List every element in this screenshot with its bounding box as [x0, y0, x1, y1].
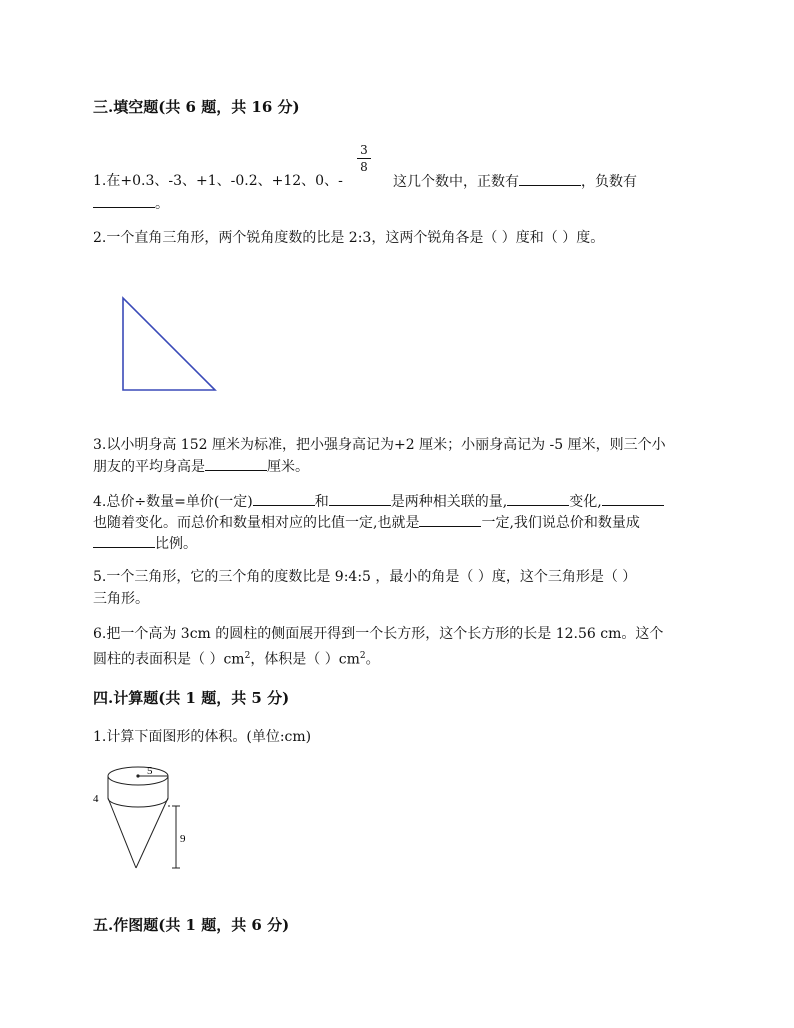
q4-l1a: 4.总价÷数量=单价(一定) — [93, 494, 253, 510]
right-triangle-figure — [115, 292, 223, 394]
q6-sup-1: 2 — [244, 651, 251, 661]
section-5-title: 五.作图题(共 1 题，共 6 分) — [93, 916, 290, 934]
q3-line2 — [93, 456, 309, 477]
answer-blank[interactable] — [519, 171, 581, 186]
answer-blank[interactable] — [253, 491, 315, 506]
answer-blank[interactable] — [602, 491, 664, 506]
q3-line2a: 朋友的平均身高是 — [93, 459, 205, 475]
fraction-denominator: 8 — [360, 160, 368, 174]
q4-l1c: 是两种相关联的量, — [390, 494, 508, 510]
section-4-title: 四.计算题(共 1 题，共 5 分) — [93, 689, 290, 707]
fraction-3-8 — [357, 143, 371, 174]
q6-line1: 6.把一个高为 3cm 的圆柱的侧面展开得到一个长方形，这个长方形的长是 12.56 cm。这个 — [93, 626, 664, 642]
label-height-4: 4 — [93, 793, 99, 805]
q4-line2 — [93, 512, 640, 533]
q6-line2c: 。 — [365, 651, 380, 668]
answer-blank[interactable] — [419, 512, 481, 527]
label-height-9: 9 — [180, 833, 186, 845]
q4-l1d: 变化, — [569, 494, 602, 510]
section-3-title: 三.填空题(共 6 题，共 16 分) — [93, 98, 300, 116]
answer-blank[interactable] — [507, 491, 569, 506]
q1-tail: ，负数有 — [581, 174, 637, 190]
answer-blank[interactable] — [329, 491, 391, 506]
answer-blank[interactable] — [205, 456, 267, 471]
fraction-numerator: 3 — [360, 143, 368, 157]
answer-blank[interactable] — [93, 193, 155, 208]
label-radius: 5 — [147, 765, 153, 777]
q5-line2: 三角形。 — [93, 591, 149, 607]
q4-l2a: 也随着变化。而总价和数量相对应的比值一定,也就是 — [93, 515, 420, 531]
q6-line2a: 圆柱的表面积是（ ）cm — [93, 651, 245, 668]
q1-end: 。 — [155, 196, 169, 212]
q4-l2b: 一定,我们说总价和数量成 — [481, 515, 640, 531]
q5-line1: 5.一个三角形，它的三个角的度数比是 9:4:5 ，最小的角是（ ）度，这个三角形是（ ） — [93, 569, 637, 585]
q4-l1b: 和 — [314, 494, 329, 510]
q4-line1 — [93, 491, 664, 512]
q1-prefix: 1.在+0.3、-3、+1、-0.2、+12、0、- — [93, 173, 343, 189]
q3-line2b: 厘米。 — [267, 459, 309, 475]
q1-line1 — [93, 171, 343, 191]
q1-mid: 这几个数中，正数有 — [393, 174, 519, 190]
cylinder-cone-figure — [88, 760, 198, 876]
q6-line2 — [93, 646, 380, 670]
q3-line1: 3.以小明身高 152 厘米为标准，把小强身高记为+2 厘米；小丽身高记为 -5 厘米，则三个小 — [93, 437, 666, 453]
q6-sup-2: 2 — [359, 651, 366, 661]
calc1-text: 1.计算下面图形的体积。(单位:cm) — [93, 729, 312, 745]
answer-blank[interactable] — [93, 533, 155, 548]
q1-line2 — [93, 193, 169, 214]
q4-line3 — [93, 533, 197, 554]
q1-line1-right — [393, 171, 637, 192]
q2-text: 2.一个直角三角形，两个锐角度数的比是 2:3，这两个锐角各是（ ）度和（ ）度。 — [93, 230, 605, 246]
q6-line2b: ，体积是（ ）cm — [250, 651, 360, 668]
q4-l3: 比例。 — [155, 536, 197, 552]
